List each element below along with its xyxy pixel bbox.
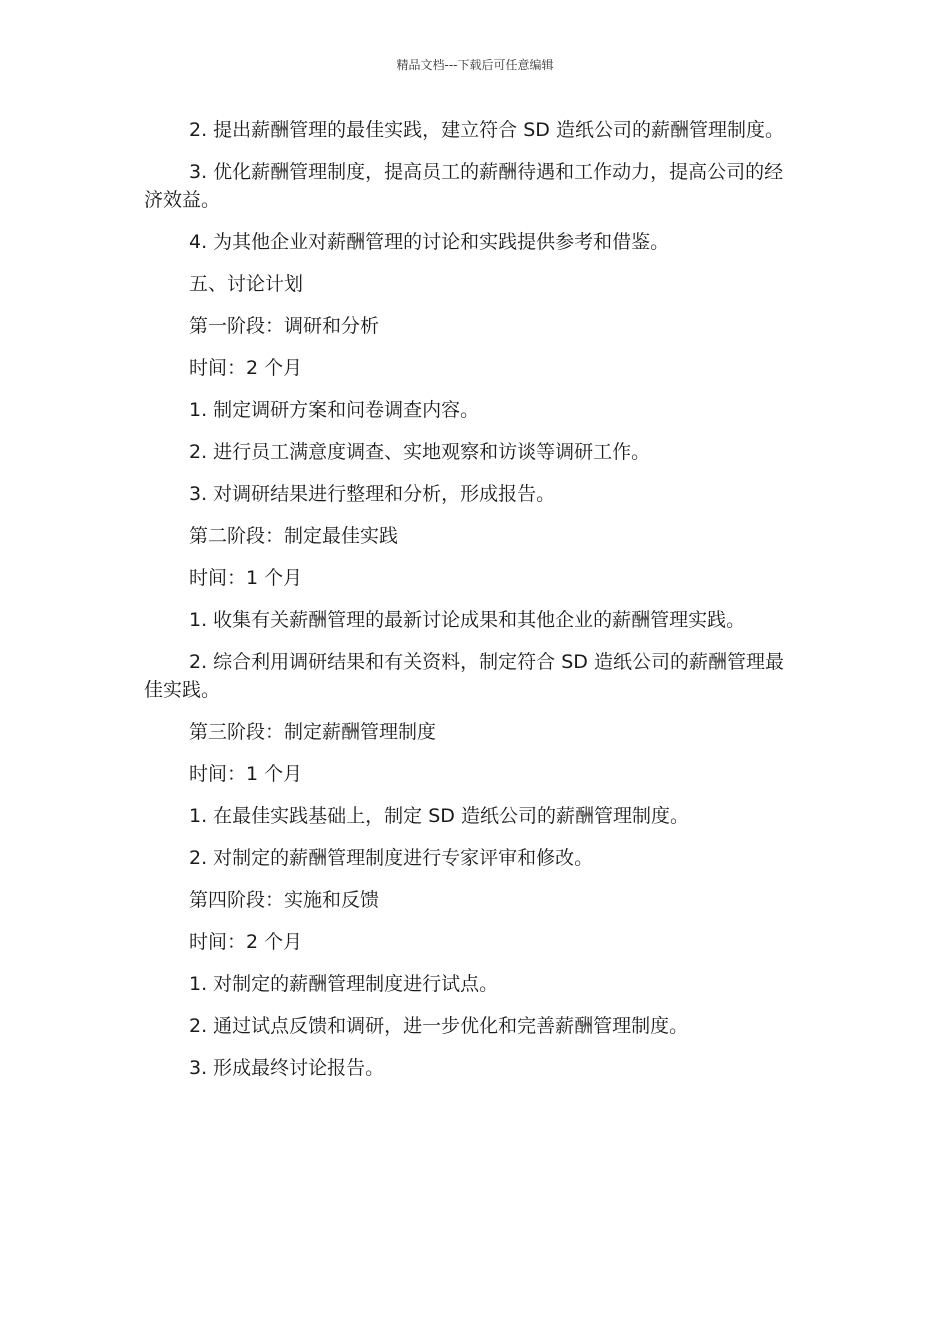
phase-3-step-2: 2. 对制定的薪酬管理制度进行专家评审和修改。: [189, 847, 594, 869]
phase-4-title: 第四阶段：实施和反馈: [189, 889, 380, 911]
phase-1-time: 时间：2 个月: [189, 357, 303, 379]
phase-3-title: 第三阶段：制定薪酬管理制度: [189, 721, 437, 743]
phase-3-step-1: 1. 在最佳实践基础上，制定 SD 造纸公司的薪酬管理制度。: [189, 805, 689, 827]
phase-2-title: 第二阶段：制定最佳实践: [189, 525, 399, 547]
goal-item-4: 4. 为其他企业对薪酬管理的讨论和实践提供参考和借鉴。: [189, 231, 670, 253]
phase-4-step-2: 2. 通过试点反馈和调研，进一步优化和完善薪酬管理制度。: [189, 1015, 689, 1037]
phase-3-time: 时间：1 个月: [189, 763, 303, 785]
phase-4-time: 时间：2 个月: [189, 931, 303, 953]
phase-1-title: 第一阶段：调研和分析: [189, 315, 380, 337]
phase-4-step-1: 1. 对制定的薪酬管理制度进行试点。: [189, 973, 499, 995]
phase-4-step-3: 3. 形成最终讨论报告。: [189, 1057, 385, 1079]
phase-2-step-2: 2. 综合利用调研结果和有关资料，制定符合 SD 造纸公司的薪酬管理最佳实践。: [144, 651, 784, 701]
goal-item-2: 2. 提出薪酬管理的最佳实践，建立符合 SD 造纸公司的薪酬管理制度。: [189, 119, 784, 141]
section-heading: 五、讨论计划: [189, 273, 304, 295]
phase-1-step-2: 2. 进行员工满意度调查、实地观察和访谈等调研工作。: [189, 441, 651, 463]
page-header: 精品文档---下载后可任意编辑: [396, 58, 554, 72]
phase-1-step-1: 1. 制定调研方案和问卷调查内容。: [189, 399, 480, 421]
phase-1-step-3: 3. 对调研结果进行整理和分析，形成报告。: [189, 483, 556, 505]
phase-2-time: 时间：1 个月: [189, 567, 303, 589]
document-body: [144, 116, 800, 1096]
phase-2-step-1: 1. 收集有关薪酬管理的最新讨论成果和其他企业的薪酬管理实践。: [189, 609, 746, 631]
goal-item-3: 3. 优化薪酬管理制度，提高员工的薪酬待遇和工作动力，提高公司的经济效益。: [144, 161, 784, 211]
